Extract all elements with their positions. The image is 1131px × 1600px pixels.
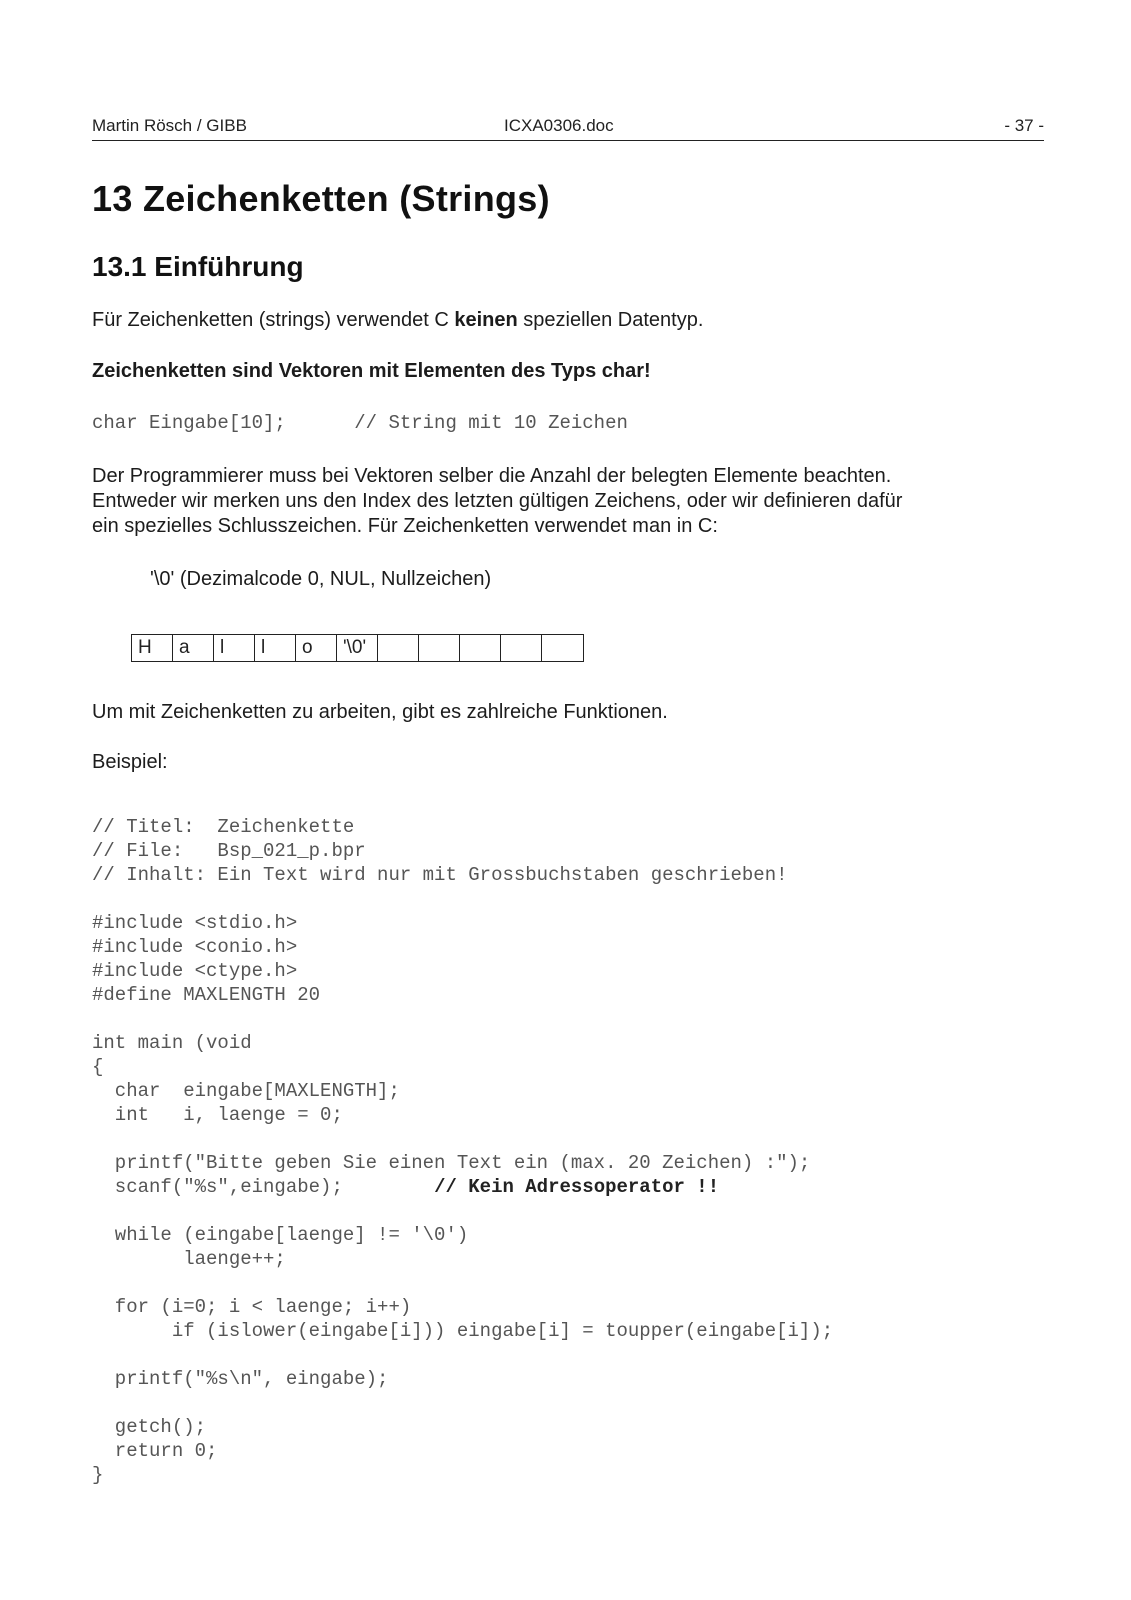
string-array-diagram	[131, 634, 584, 662]
header-author: Martin Rösch / GIBB	[92, 116, 247, 135]
declaration-code: char Eingabe[10]; // String mit 10 Zeichen	[92, 412, 628, 434]
code-line: #include <ctype.h>	[92, 960, 298, 982]
code-line: // File: Bsp_021_p.bpr	[92, 840, 366, 862]
code-line-part: scanf("%s",eingabe);	[92, 1176, 435, 1198]
code-line: printf("%s\n", eingabe);	[92, 1368, 389, 1390]
example-label: Beispiel:	[92, 751, 168, 773]
rule-statement: Zeichenketten sind Vektoren mit Elementen des Typs char!	[92, 360, 651, 382]
array-cell: H	[132, 635, 173, 661]
code-line: // Titel: Zeichenkette	[92, 816, 355, 838]
code-line: char eingabe[MAXLENGTH];	[92, 1080, 400, 1102]
code-line: #include <conio.h>	[92, 936, 298, 958]
header-filename: ICXA0306.doc	[504, 116, 614, 135]
code-line	[92, 1175, 833, 1199]
code-listing	[92, 815, 833, 1487]
explanation-line-3: ein spezielles Schlusszeichen. Für Zeichenketten verwendet man in C:	[92, 515, 718, 537]
null-character-note: '\0' (Dezimalcode 0, NUL, Nullzeichen)	[150, 568, 492, 590]
array-cell	[542, 635, 583, 661]
code-line: if (islower(eingabe[i])) eingabe[i] = toupper(eingabe[i]);	[92, 1320, 834, 1342]
array-cell	[501, 635, 542, 661]
array-cell	[460, 635, 501, 661]
explanation-line-2: Entweder wir merken uns den Index des letzten gültigen Zeichens, oder wir definieren dafür	[92, 490, 903, 512]
array-cell	[378, 635, 419, 661]
code-line: printf("Bitte geben Sie einen Text ein (max. 20 Zeichen) :");	[92, 1152, 811, 1174]
code-line: #include <stdio.h>	[92, 912, 298, 934]
explanation-paragraph	[92, 464, 902, 539]
array-cell: '\0'	[337, 635, 378, 661]
code-line: // Inhalt: Ein Text wird nur mit Grossbuchstaben geschrieben!	[92, 864, 788, 886]
code-line: int main (void	[92, 1032, 252, 1054]
intro-text-after: speziellen Datentyp.	[517, 309, 704, 331]
header-page-number: - 37 -	[1004, 116, 1044, 135]
code-line: for (i=0; i < laenge; i++)	[92, 1296, 412, 1318]
code-line: return 0;	[92, 1440, 218, 1462]
code-line: while (eingabe[laenge] != '\0')	[92, 1224, 469, 1246]
section-title: 13.1 Einführung	[92, 251, 304, 282]
functions-note: Um mit Zeichenketten zu arbeiten, gibt es zahlreiche Funktionen.	[92, 701, 668, 723]
code-comment-bold: // Kein Adressoperator !!	[434, 1176, 720, 1198]
array-cell: l	[214, 635, 255, 661]
code-line: int i, laenge = 0;	[92, 1104, 343, 1126]
chapter-title: 13 Zeichenketten (Strings)	[92, 178, 550, 219]
code-line: #define MAXLENGTH 20	[92, 984, 321, 1006]
intro-text-bold: keinen	[454, 309, 518, 331]
page-header	[92, 116, 1044, 141]
code-line: {	[92, 1056, 104, 1078]
intro-paragraph	[92, 308, 703, 333]
array-cell: l	[255, 635, 296, 661]
array-cell: o	[296, 635, 337, 661]
code-line: getch();	[92, 1416, 207, 1438]
array-cell	[419, 635, 460, 661]
array-cell: a	[173, 635, 214, 661]
explanation-line-1: Der Programmierer muss bei Vektoren selber die Anzahl der belegten Elemente beachten.	[92, 465, 892, 487]
code-line: laenge++;	[92, 1248, 286, 1270]
intro-text-before: Für Zeichenketten (strings) verwendet C	[92, 309, 455, 331]
code-line: }	[92, 1464, 104, 1486]
